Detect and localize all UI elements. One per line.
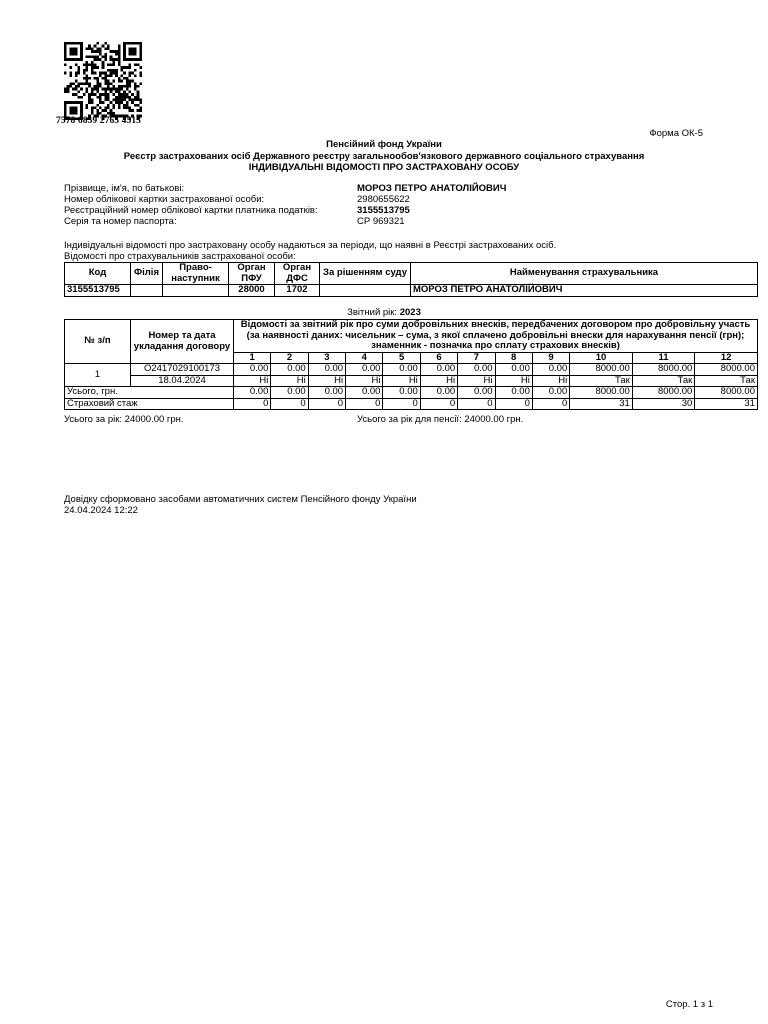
header-contributions-info: Відомості за звітний рік про суми добровільних внесків, передбачених договором про добровільну участь (за наявності даних: чисельник – сума, з якої сплачено добровільні внески для нарахування пенсії (грн); знаменник - позначка про сплату страхових внесків) xyxy=(234,320,758,353)
cell-contract-date: 18.04.2024 xyxy=(131,375,234,387)
cell-mark: Так xyxy=(570,375,633,387)
field-row-tax-number xyxy=(64,205,506,216)
month-header: 11 xyxy=(632,352,695,364)
cell-sum: 0.00 xyxy=(346,364,383,376)
cell-stazh: 0 xyxy=(308,398,345,410)
cell-stazh: 0 xyxy=(532,398,569,410)
cell-code: 3155513795 xyxy=(65,285,131,297)
cell-stazh: 0 xyxy=(420,398,457,410)
header-pfu-body: Орган ПФУ xyxy=(229,263,275,285)
field-row-name xyxy=(64,183,506,194)
cell-sum: 0.00 xyxy=(458,364,495,376)
field-label: Прізвище, ім'я, по батькові: xyxy=(64,183,185,194)
cell-total: 8000.00 xyxy=(695,387,758,399)
cell-total: 0.00 xyxy=(271,387,308,399)
cell-total: 0.00 xyxy=(383,387,420,399)
cell-insurer-name: МОРОЗ ПЕТРО АНАТОЛІЙОВИЧ xyxy=(411,285,758,297)
cell-stazh: 0 xyxy=(234,398,271,410)
cell-sum: 0.00 xyxy=(308,364,345,376)
cell-total: 0.00 xyxy=(458,387,495,399)
cell-total: 0.00 xyxy=(346,387,383,399)
cell-successor xyxy=(163,285,229,297)
total-pension: Усього за рік для пенсії: 24000.00 грн. xyxy=(357,414,524,425)
cell-mark: Ні xyxy=(383,375,420,387)
header-row-number: № з/п xyxy=(65,320,131,364)
month-header: 1 xyxy=(234,352,271,364)
cell-stazh: 0 xyxy=(495,398,532,410)
qr-code-icon xyxy=(64,42,142,120)
field-value: 2980655622 xyxy=(357,194,410,205)
header-court-decision: За рішенням суду xyxy=(320,263,411,285)
table-row xyxy=(65,285,758,297)
month-header: 8 xyxy=(495,352,532,364)
title-document: ІНДИВІДУАЛЬНІ ВІДОМОСТІ ПРО ЗАСТРАХОВАНУ ОСОБУ xyxy=(248,162,520,173)
header-contract: Номер та дата укладання договору xyxy=(131,320,234,364)
cell-sum: 0.00 xyxy=(420,364,457,376)
footer-timestamp: 24.04.2024 12:22 xyxy=(64,505,138,516)
field-label: Номер облікової картки застрахованої особи: xyxy=(64,194,265,205)
month-header: 3 xyxy=(308,352,345,364)
cell-total: 0.00 xyxy=(532,387,569,399)
cell-sum: 0.00 xyxy=(532,364,569,376)
table-row xyxy=(65,375,758,387)
cell-row-index: 1 xyxy=(65,364,131,387)
cell-stazh-label: Страховий стаж xyxy=(65,398,234,410)
month-header: 10 xyxy=(570,352,633,364)
field-value: МОРОЗ ПЕТРО АНАТОЛІЙОВИЧ xyxy=(357,183,507,194)
cell-contract-number: О2417029100173 xyxy=(131,364,234,376)
footer-line: Довідку сформовано засобами автоматичних систем Пенсійного фонду України xyxy=(64,494,417,505)
cell-stazh: 31 xyxy=(570,398,633,410)
month-header: 2 xyxy=(271,352,308,364)
month-header: 9 xyxy=(532,352,569,364)
cell-mark: Ні xyxy=(346,375,383,387)
title-registry: Реєстр застрахованих осіб Державного реєстру загальнообов'язкового державного соціального страхування xyxy=(123,150,645,162)
report-year-label: Звітний рік: xyxy=(347,307,398,318)
cell-sum: 0.00 xyxy=(271,364,308,376)
contrib-header-row xyxy=(65,320,758,353)
qr-caption: 7578 6859 2765 4513 xyxy=(56,116,142,126)
document-titles xyxy=(0,139,768,174)
cell-mark: Ні xyxy=(234,375,271,387)
cell-mark: Ні xyxy=(308,375,345,387)
month-header: 6 xyxy=(420,352,457,364)
cell-sum: 8000.00 xyxy=(695,364,758,376)
cell-stazh: 0 xyxy=(346,398,383,410)
cell-stazh: 31 xyxy=(695,398,758,410)
cell-sum: 8000.00 xyxy=(632,364,695,376)
month-header: 12 xyxy=(695,352,758,364)
cell-total: 0.00 xyxy=(308,387,345,399)
field-row-card-number xyxy=(64,194,506,205)
cell-sum: 0.00 xyxy=(383,364,420,376)
field-value: 3155513795 xyxy=(357,205,410,216)
cell-branch xyxy=(131,285,163,297)
cell-total: 8000.00 xyxy=(632,387,695,399)
header-dfs-body: Орган ДФС xyxy=(275,263,320,285)
cell-mark: Ні xyxy=(420,375,457,387)
month-header: 4 xyxy=(346,352,383,364)
note-line: Індивідуальні відомості про застраховану особу надаються за періоди, що наявні в Реєстрі застрахованих осіб. xyxy=(64,240,557,251)
insurers-header-row xyxy=(65,263,758,285)
cell-mark: Так xyxy=(695,375,758,387)
cell-total: 0.00 xyxy=(495,387,532,399)
insurers-table xyxy=(64,262,758,297)
header-branch: Філія xyxy=(131,263,163,285)
cell-mark: Ні xyxy=(458,375,495,387)
header-insurer-name: Найменування страхувальника xyxy=(411,263,758,285)
report-year-value: 2023 xyxy=(399,307,421,318)
cell-total-label: Усього, грн. xyxy=(65,387,234,399)
page-number: Стор. 1 з 1 xyxy=(665,999,713,1010)
field-label: Реєстраційний номер облікової картки платника податків: xyxy=(64,205,318,216)
footer-note xyxy=(64,494,417,516)
cell-total: 0.00 xyxy=(420,387,457,399)
report-year-line xyxy=(0,307,768,318)
cell-mark: Так xyxy=(632,375,695,387)
table-row xyxy=(65,387,758,399)
cell-stazh: 0 xyxy=(383,398,420,410)
month-header: 7 xyxy=(458,352,495,364)
table-row xyxy=(65,364,758,376)
cell-mark: Ні xyxy=(271,375,308,387)
cell-sum: 8000.00 xyxy=(570,364,633,376)
person-fields xyxy=(64,183,506,227)
cell-total: 8000.00 xyxy=(570,387,633,399)
cell-mark: Ні xyxy=(495,375,532,387)
table-row xyxy=(65,398,758,410)
field-value: СР 969321 xyxy=(357,216,405,227)
info-note xyxy=(64,240,556,262)
cell-stazh: 0 xyxy=(458,398,495,410)
total-year: Усього за рік: 24000.00 грн. xyxy=(64,414,184,425)
month-header: 5 xyxy=(383,352,420,364)
form-id: Форма ОК-5 xyxy=(649,128,703,139)
cell-court-decision xyxy=(320,285,411,297)
cell-pfu-body: 28000 xyxy=(229,285,275,297)
cell-mark: Ні xyxy=(532,375,569,387)
cell-sum: 0.00 xyxy=(495,364,532,376)
field-label: Серія та номер паспорта: xyxy=(64,216,177,227)
field-row-passport xyxy=(64,216,506,227)
cell-stazh: 30 xyxy=(632,398,695,410)
note-line: Відомості про страхувальників застрахованої особи: xyxy=(64,251,296,262)
cell-stazh: 0 xyxy=(271,398,308,410)
cell-dfs-body: 1702 xyxy=(275,285,320,297)
header-code: Код xyxy=(65,263,131,285)
cell-sum: 0.00 xyxy=(234,364,271,376)
header-successor: Право-наступник xyxy=(163,263,229,285)
contributions-table xyxy=(64,319,758,410)
title-fund: Пенсійний фонд України xyxy=(326,139,442,150)
cell-total: 0.00 xyxy=(234,387,271,399)
